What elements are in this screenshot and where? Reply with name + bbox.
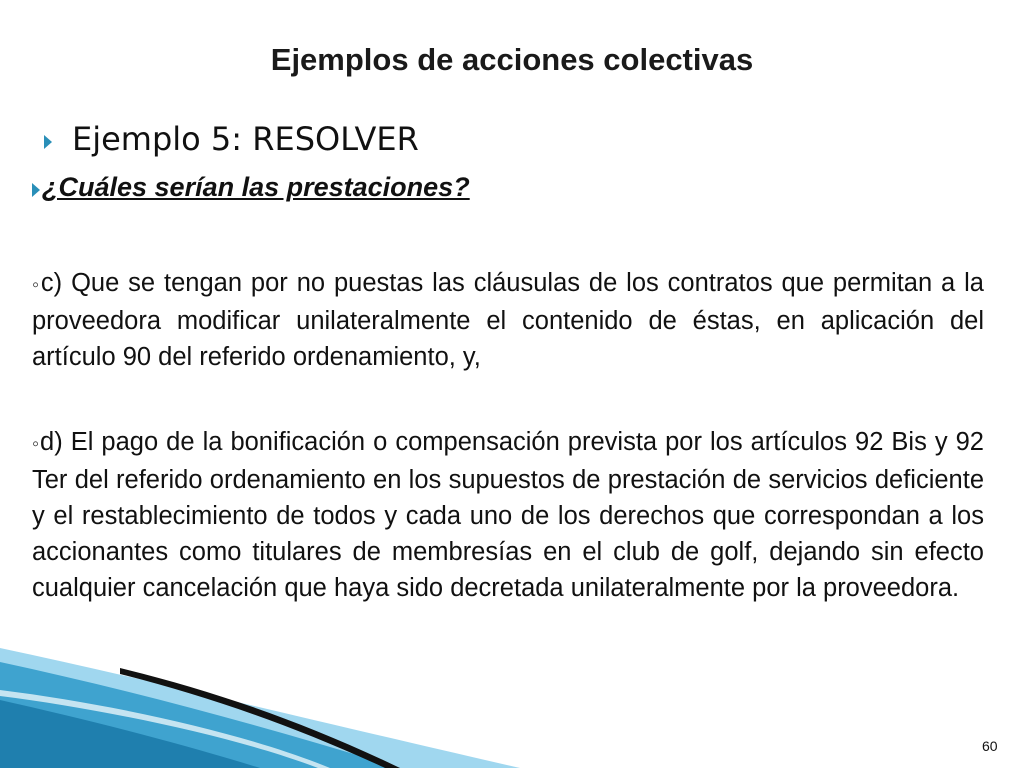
- sub-bullet-marker: ◦: [32, 274, 41, 296]
- page-number: 60: [982, 738, 998, 754]
- question-heading: ¿Cuáles serían las prestaciones?: [42, 172, 470, 202]
- paragraph-d-text: d) El pago de la bonificación o compensación prevista por los artículos 92 Bis y 92 Ter del referido ordenamiento en los supuestos de prestación de servicios deficiente y el restablecimiento de todos y cada uno de los derechos que correspondan a los accionantes como titulares de membresías en el club de golf, dejando sin efecto cualquier cancelación que haya sido decretada unilateralmente por la proveedora.: [32, 428, 984, 602]
- paragraph-c-text: c) Que se tengan por no puestas las cláusulas de los contratos que permitan a la proveedora modificar unilateralmente el contenido de éstas, en aplicación del artículo 90 del referido ordenamiento, y,: [32, 269, 984, 371]
- paragraph-c: [32, 265, 984, 375]
- slide-title: Ejemplos de acciones colectivas: [270, 42, 754, 77]
- triangle-right-icon: [44, 135, 52, 149]
- sub-bullet-marker: ◦: [32, 433, 41, 455]
- triangle-right-icon: [32, 183, 40, 197]
- example-heading: Ejemplo 5: RESOLVER: [72, 120, 419, 158]
- paragraph-d: [32, 424, 984, 606]
